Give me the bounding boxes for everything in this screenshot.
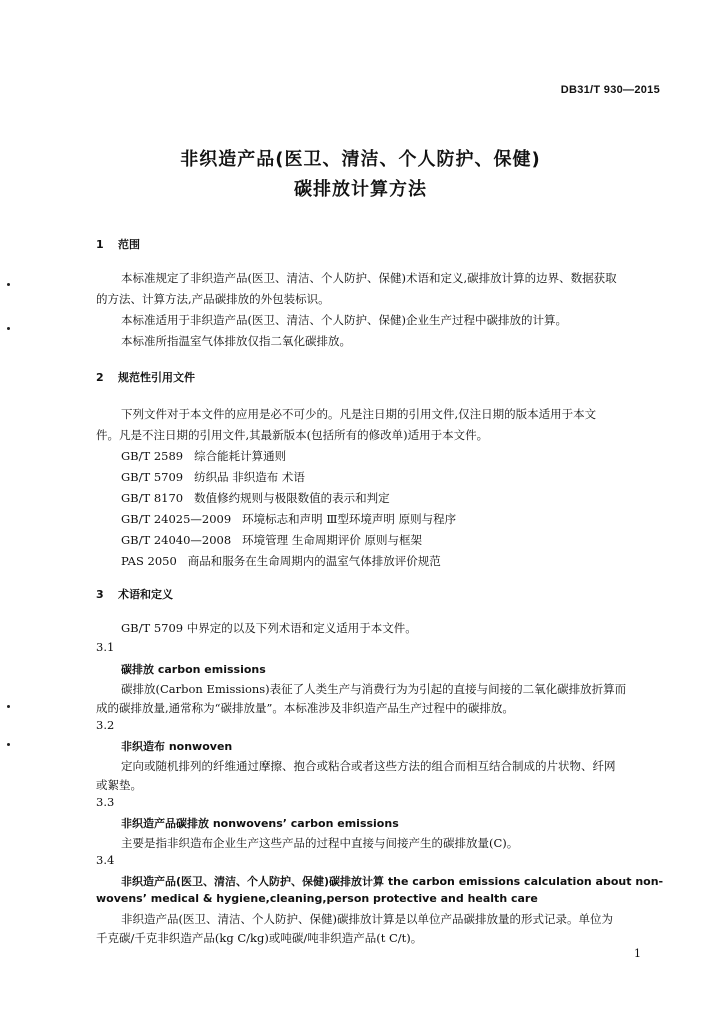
section-title: 规范性引用文件 — [118, 371, 195, 384]
reference-code: GB/T 5709 — [121, 470, 184, 484]
reference-code: PAS 2050 — [121, 554, 177, 568]
term-heading-line-1: 非织造产品(医卫、清洁、个人防护、保健)碳排放计算 the carbon emissions calculation about non- — [121, 875, 664, 888]
scan-dot — [7, 705, 10, 708]
reference-code: GB/T 8170 — [121, 491, 184, 505]
section-title: 术语和定义 — [118, 588, 173, 601]
s1-paragraph-1-line-1: 本标准规定了非织造产品(医卫、清洁、个人防护、保健)术语和定义,碳排放计算的边界、数据获取 — [121, 271, 617, 285]
definition-line-1: 主要是指非织造布企业生产这些产品的过程中直接与间接产生的碳排放量(C)。 — [121, 836, 519, 850]
clause-number: 3.3 — [96, 795, 115, 809]
s1-paragraph-2: 本标准适用于非织造产品(医卫、清洁、个人防护、保健)企业生产过程中碳排放的计算。 — [121, 313, 567, 327]
term-heading: 非织造产品碳排放 nonwovens’ carbon emissions — [121, 817, 399, 830]
reference-item — [121, 511, 456, 527]
clause-number: 3.4 — [96, 853, 115, 867]
scan-dot — [7, 327, 10, 330]
scan-dot — [7, 283, 10, 286]
definition-line-2: 或絮垫。 — [96, 778, 142, 792]
reference-title: 环境标志和声明 Ⅲ型环境声明 原则与程序 — [242, 512, 457, 526]
clause-number: 3.1 — [96, 640, 115, 654]
section-number: 3 — [96, 588, 104, 601]
definition-line-1: 非织造产品(医卫、清洁、个人防护、保健)碳排放计算是以单位产品碳排放量的形式记录。单位为 — [121, 912, 613, 926]
reference-item — [121, 532, 422, 548]
reference-title: 综合能耗计算通则 — [194, 449, 287, 463]
reference-title: 纺织品 非织造布 术语 — [194, 470, 305, 484]
reference-item — [121, 490, 390, 506]
s3-intro: GB/T 5709 中界定的以及下列术语和定义适用于本文件。 — [121, 621, 417, 635]
reference-title: 环境管理 生命周期评价 原则与框架 — [242, 533, 422, 547]
clause-number: 3.2 — [96, 718, 115, 732]
term-heading: 碳排放 carbon emissions — [121, 663, 266, 676]
reference-item — [121, 469, 305, 485]
term-heading: 非织造布 nonwoven — [121, 740, 233, 753]
document-number: DB31/T 930—2015 — [560, 84, 660, 96]
s2-paragraph-1-line-2: 件。凡是不注日期的引用文件,其最新版本(包括所有的修改单)适用于本文件。 — [96, 428, 489, 442]
scan-dot — [7, 743, 10, 746]
s2-paragraph-1-line-1: 下列文件对于本文件的应用是必不可少的。凡是注日期的引用文件,仅注日期的版本适用于本文 — [121, 407, 597, 421]
reference-item — [121, 448, 286, 464]
s1-paragraph-1-line-2: 的方法、计算方法,产品碳排放的外包装标识。 — [96, 292, 330, 306]
section-2-heading — [96, 369, 195, 385]
title-line-2: 碳排放计算方法 — [294, 179, 427, 200]
definition-line-1: 碳排放(Carbon Emissions)表征了人类生产与消费行为为引起的直接与间接的二氧化碳排放折算而 — [121, 682, 627, 696]
section-3-heading — [96, 586, 173, 602]
section-number: 2 — [96, 371, 104, 384]
reference-code: GB/T 2589 — [121, 449, 184, 463]
reference-item — [121, 553, 441, 569]
section-title: 范围 — [118, 238, 140, 251]
reference-title: 数值修约规则与极限数值的表示和判定 — [194, 491, 390, 505]
definition-line-1: 定向或随机排列的纤维通过摩擦、抱合或粘合或者这些方法的组合而相互结合制成的片状物、纤网 — [121, 759, 616, 773]
definition-line-2: 成的碳排放量,通常称为“碳排放量”。本标准涉及非织造产品生产过程中的碳排放。 — [96, 701, 514, 715]
section-number: 1 — [96, 238, 104, 251]
definition-line-2: 千克碳/千克非织造产品(kg C/kg)或吨碳/吨非织造产品(t C/t)。 — [96, 931, 423, 945]
reference-title: 商品和服务在生命周期内的温室气体排放评价规范 — [187, 554, 441, 568]
term-heading-line-2: wovens’ medical & hygiene,cleaning,person protective and health care — [96, 892, 538, 905]
section-1-heading — [96, 236, 140, 252]
title-line-1: 非织造产品(医卫、清洁、个人防护、保健) — [180, 149, 541, 170]
s1-paragraph-3: 本标准所指温室气体排放仅指二氧化碳排放。 — [121, 334, 351, 348]
reference-code: GB/T 24025—2009 — [121, 512, 232, 526]
page-number: 1 — [634, 947, 641, 960]
reference-code: GB/T 24040—2008 — [121, 533, 232, 547]
